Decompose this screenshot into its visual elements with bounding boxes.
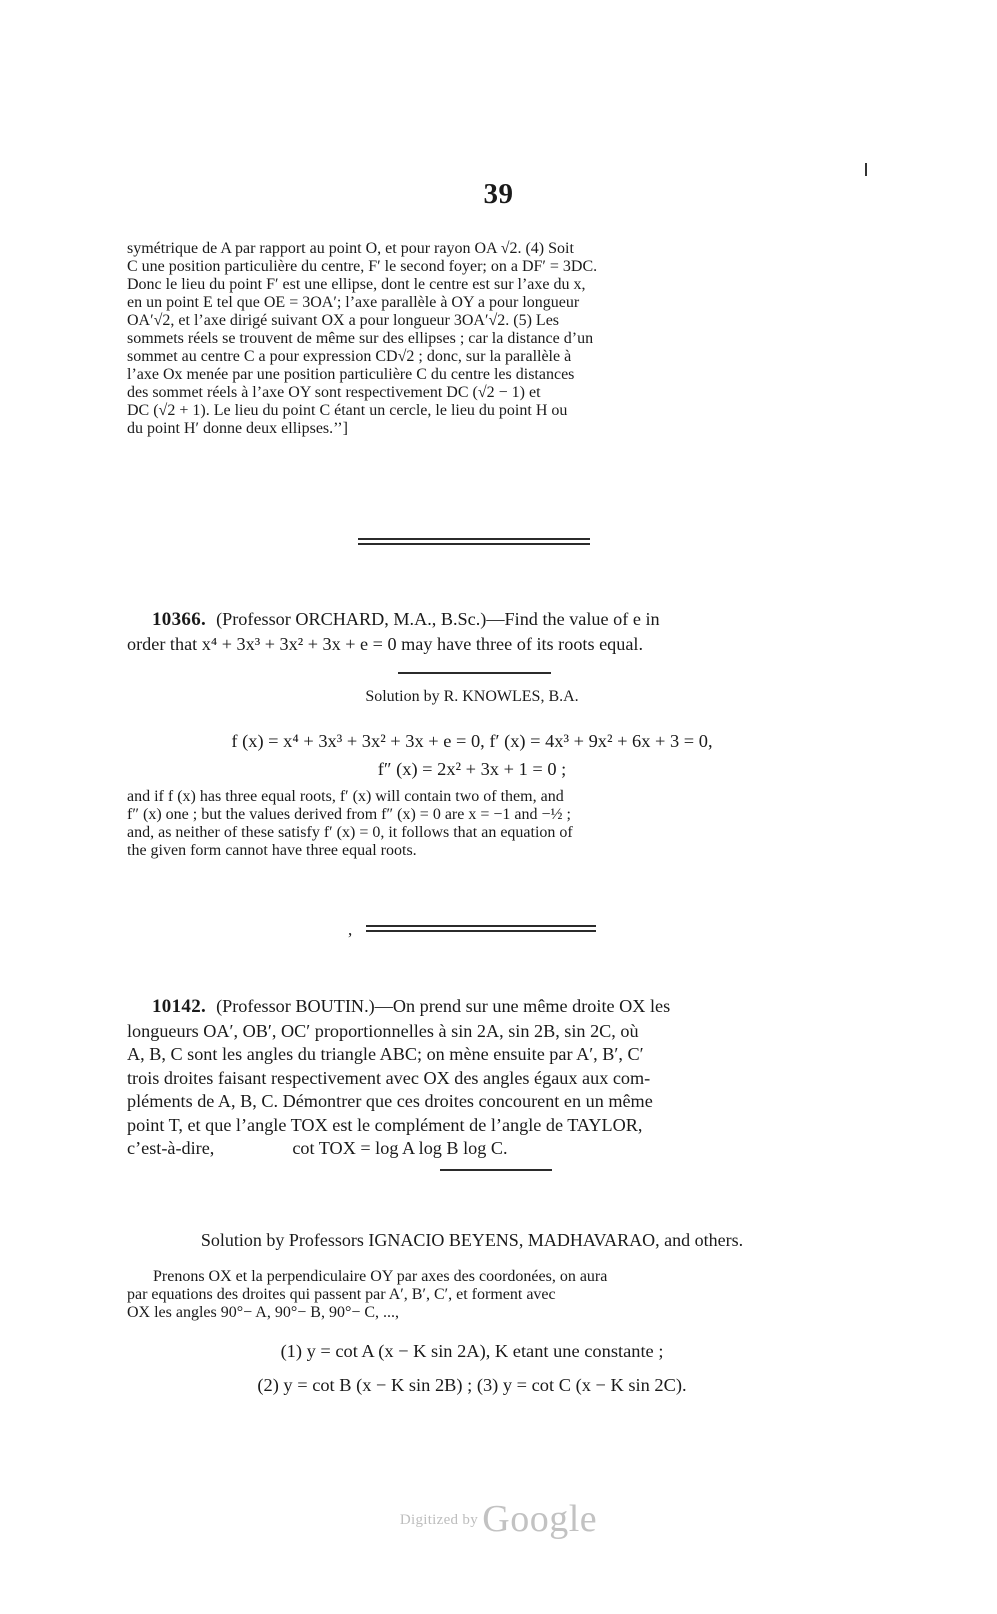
solution-body-10142 [127,1268,817,1322]
problem-10366-line1 [127,608,817,633]
quoted-paragraph [127,240,817,438]
problem-10366 [127,608,817,656]
solution-line: and, as neither of these satisfy f′ (x) = 0, it follows that an equation of [127,824,573,841]
problem-10142 [127,995,817,1161]
problem-number: 10366. [152,609,207,630]
section-divider [366,925,596,932]
quote-line: Donc le lieu du point F′ est une ellipse, dont le centre est sur l’axe du x, [127,276,586,293]
problem-text: A, B, C sont les angles du triangle ABC; on mène ensuite par A′, B′, C′ [127,1044,644,1065]
solution-line: f″ (x) one ; but the values derived from f″ (x) = 0 are x = −1 and −½ ; [127,806,571,823]
stray-comma-mark: , [348,920,353,939]
problem-text: point T, et que l’angle TOX est le complément de l’angle de TAYLOR, [127,1114,643,1135]
margin-tick-mark [865,163,867,176]
problem-text: trois droites faisant respectivement avec OX des angles égaux aux com- [127,1067,651,1088]
quote-line: OA′√2, et l’axe dirigé suivant OX a pour longueur 3OA′√2. (5) Les [127,312,560,329]
solution-body-10366 [127,788,817,860]
scan-watermark [0,1497,997,1541]
solution-line: Prenons OX et la perpendiculaire OY par axes des coordonées, on aura [153,1268,608,1285]
equation-line-2: f″ (x) = 2x² + 3x + 1 = 0 ; [377,758,567,779]
equations-10366 [127,728,817,783]
solution-line: the given form cannot have three equal roots. [127,842,417,859]
quote-line: sommet au centre C a pour expression CD√2 ; donc, sur la parallèle à [127,348,572,365]
quote-line: DC (√2 + 1). Le lieu du point C étant un cercle, le lieu du point H ou [127,402,568,419]
problem-statement-part1: (Professor ORCHARD, M.A., B.Sc.)—Find the value of e in [216,609,660,629]
problem-10142-last-line [127,1137,817,1161]
problem-text: (Professor BOUTIN.)—On prend sur une même droite OX les [216,996,671,1016]
cot-equation: cot TOX = log A log B log C. [292,1138,508,1159]
equation-line-1: f (x) = x⁴ + 3x³ + 3x² + 3x + e = 0, f′ (x) = 4x³ + 9x² + 6x + 3 = 0, [231,731,713,751]
equation-1: (1) y = cot A (x − K sin 2A), K etant une constante ; [280,1341,664,1361]
quote-line: des sommet réels à l’axe OY sont respectivement DC (√2 − 1) et [127,384,541,401]
last-line-label: c’est-à-dire, [127,1138,215,1159]
solution-line: par equations des droites qui passent par A′, B′, C′, et forment avec [127,1286,556,1303]
digitized-by-label: Digitized by [399,1512,479,1528]
quote-line: en un point E tel que OE = 3OA′; l’axe parallèle à OY a pour longueur [127,294,580,311]
quote-line: symétrique de A par rapport au point O, et pour rayon OA √2. (4) Soit [127,240,574,257]
problem-text: longueurs OA′, OB′, OC′ proportionnelles à sin 2A, sin 2B, sin 2C, où [127,1020,639,1041]
google-logo-text: Google [482,1498,598,1540]
problem-text: pléments de A, B, C. Démontrer que ces droites concourent en un même [127,1091,653,1112]
problem-statement-part2: order that x⁴ + 3x³ + 3x² + 3x + e = 0 may have three of its roots equal. [127,633,644,654]
quote-line: du point H′ donne deux ellipses.’’] [127,420,348,437]
page-number: 39 [483,178,514,210]
equation-2-3: (2) y = cot B (x − K sin 2B) ; (3) y = cot C (x − K sin 2C). [257,1374,687,1395]
solution-byline-10366: Solution by R. KNOWLES, B.A. [365,688,579,705]
solution-equations-10142 [127,1338,817,1399]
solution-byline-10142: Solution by Professors IGNACIO BEYENS, MADHAVARAO, and others. [200,1230,744,1250]
quote-line: sommets réels se trouvent de même sur des ellipses ; car la distance d’un [127,330,594,347]
solution-line: OX les angles 90°− A, 90°− B, 90°− C, ..., [127,1304,400,1321]
problem-number: 10142. [152,996,207,1017]
solution-line: and if f (x) has three equal roots, f′ (x) will contain two of them, and [127,788,564,805]
quote-line: l’axe Ox menée par une position particulière C du centre les distances [127,366,575,383]
section-divider [358,538,590,545]
short-divider [440,1169,552,1171]
short-divider [398,672,551,674]
problem-10142-line1 [127,995,817,1020]
quote-line: C une position particulière du centre, F′ le second foyer; on a DF′ = 3DC. [127,258,598,275]
